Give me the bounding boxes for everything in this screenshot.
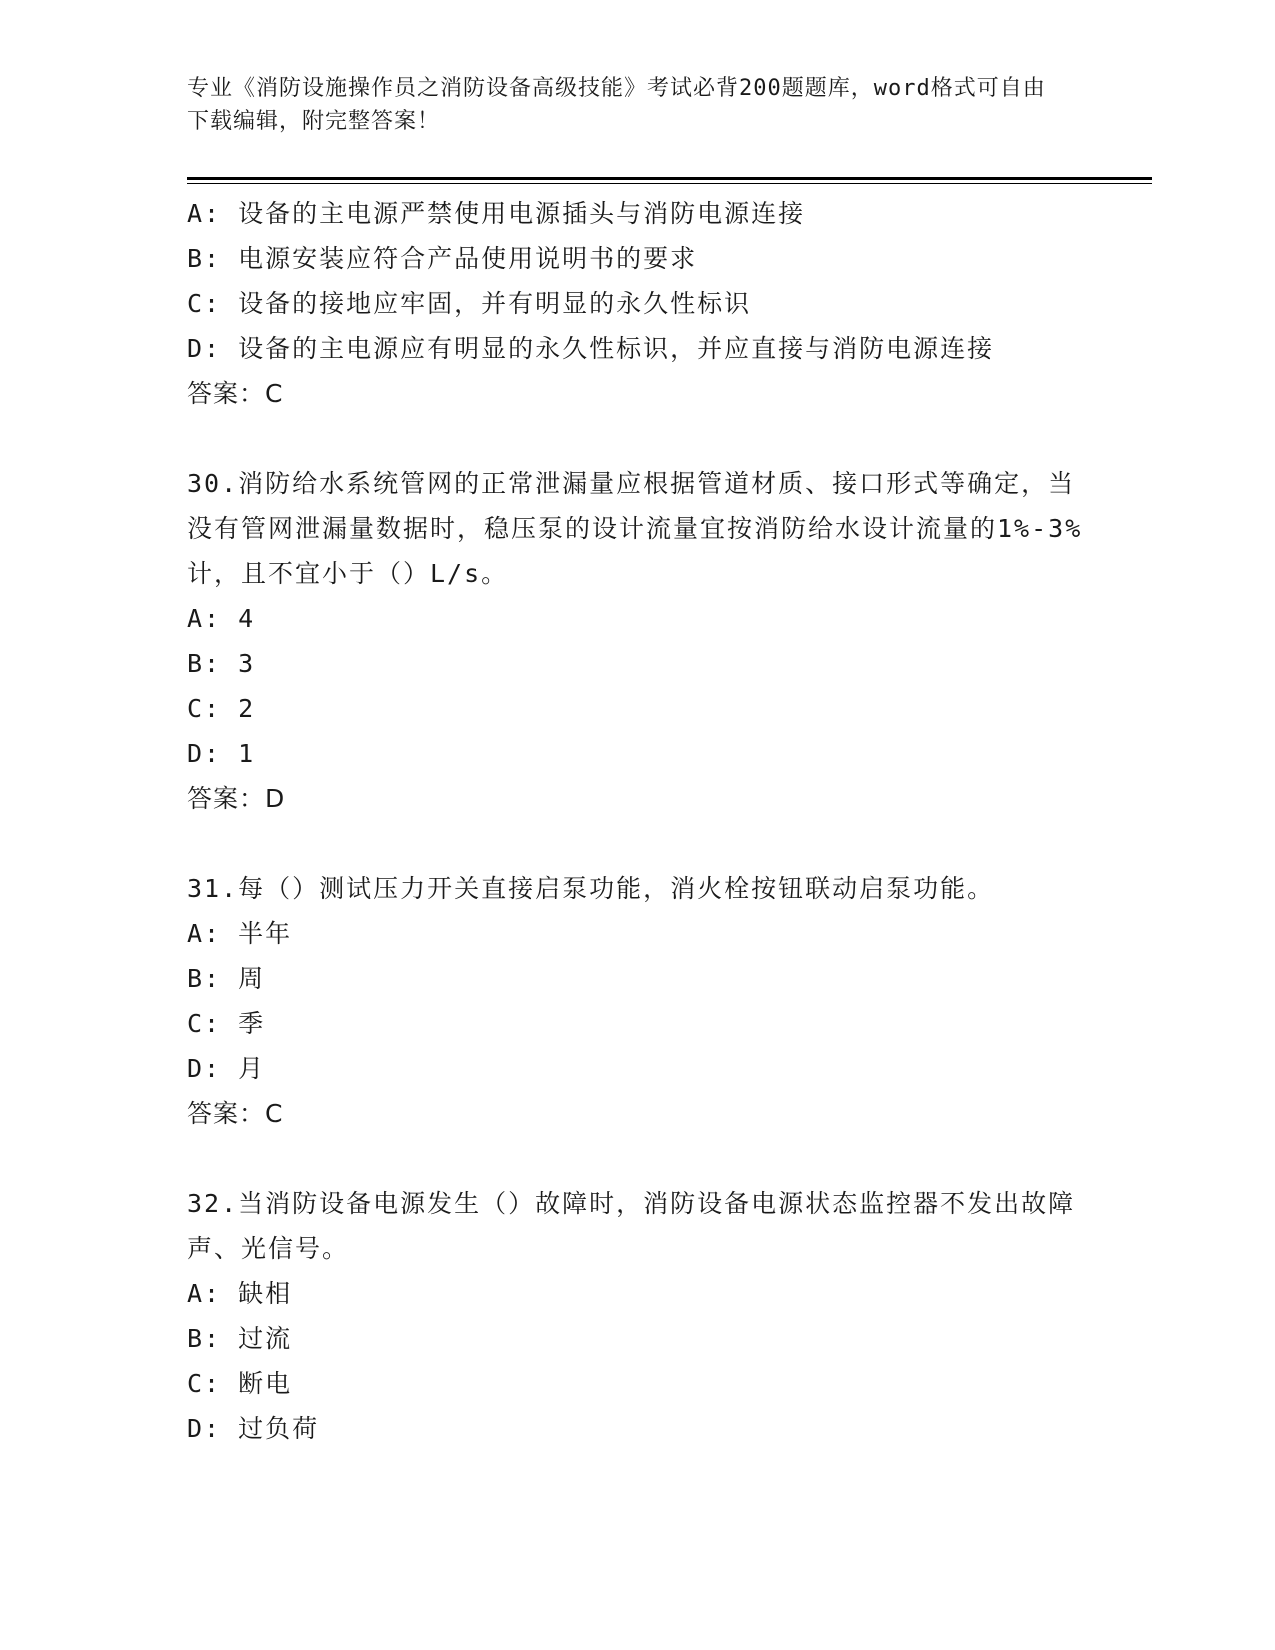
option-b: B: 周 <box>187 964 266 993</box>
option-d: D: 过负荷 <box>187 1414 320 1443</box>
answer: 答案：D <box>187 784 286 813</box>
answer: 答案：C <box>187 379 284 408</box>
question-31 <box>187 866 1087 1136</box>
option-b: B: 过流 <box>187 1324 293 1353</box>
question-30 <box>187 461 1087 821</box>
option-a: A: 设备的主电源严禁使用电源插头与消防电源连接 <box>187 199 806 228</box>
question-partial <box>187 191 1087 416</box>
header-rule-thin <box>187 183 1152 184</box>
option-d: D: 月 <box>187 1054 266 1083</box>
document-header: 专业《消防设施操作员之消防设备高级技能》考试必背200题题库，word格式可自由下载编辑，附完整答案！ <box>187 76 1046 134</box>
question-list <box>187 191 1087 1451</box>
question-32 <box>187 1181 1087 1451</box>
option-a: A: 缺相 <box>187 1279 293 1308</box>
question-text: 30.消防给水系统管网的正常泄漏量应根据管道材质、接口形式等确定，当没有管网泄漏量数据时，稳压泵的设计流量宜按消防给水设计流量的1%-3%计，且不宜小于（）L/s。 <box>187 469 1083 588</box>
option-d: D: 设备的主电源应有明显的永久性标识，并应直接与消防电源连接 <box>187 334 995 363</box>
option-b: B: 电源安装应符合产品使用说明书的要求 <box>187 244 698 273</box>
option-c: C: 设备的接地应牢固，并有明显的永久性标识 <box>187 289 752 318</box>
question-text: 32.当消防设备电源发生（）故障时，消防设备电源状态监控器不发出故障声、光信号。 <box>187 1189 1076 1263</box>
option-c: C: 季 <box>187 1009 266 1038</box>
option-c: C: 2 <box>187 694 256 723</box>
option-c: C: 断电 <box>187 1369 293 1398</box>
option-a: A: 4 <box>187 604 256 633</box>
answer: 答案：C <box>187 1099 284 1128</box>
option-b: B: 3 <box>187 649 256 678</box>
option-a: A: 半年 <box>187 919 293 948</box>
question-text: 31.每（）测试压力开关直接启泵功能，消火栓按钮联动启泵功能。 <box>187 874 995 903</box>
header-rule-thick <box>187 177 1152 180</box>
option-d: D: 1 <box>187 739 256 768</box>
